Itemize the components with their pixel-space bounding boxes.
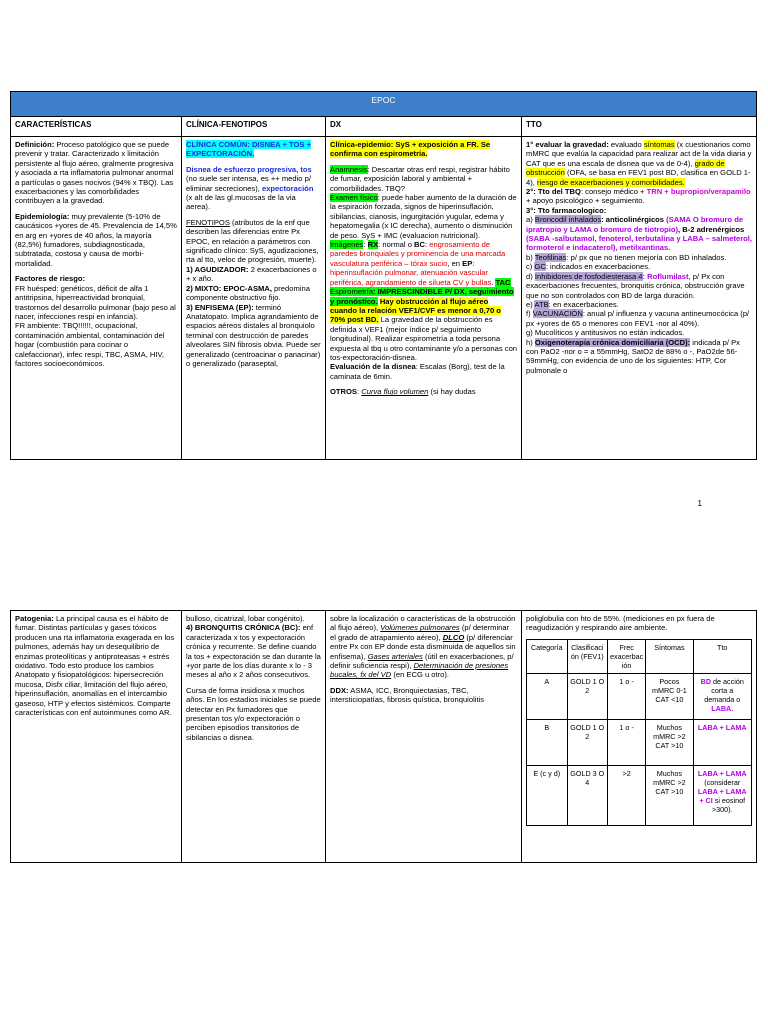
page-number: 1 (697, 499, 702, 508)
page-2 (0, 520, 768, 1024)
cell-dx: Clínica-epidemio: SyS + exposición a FR. Se confirma con espirometría. Anamnesis: Descartar otras enf respi, registrar hábito de fumar, exposición laboral y ambiental + comorbilidades. TBQ? Examen físico: puede haber aumento de la duración de la espiración forzada, signos de hiperinsuflación, sibilancias, cianosis, ingurgitación yugular, edema y hepatomegalia (x IC derecha), aumento o disminución de peso. SyS + IMC (evaluacion nutricional). Imágenes: RX: normal o BC: engrosamiento de paredes bronquiales y prominencia de una marcada vasculatura periférica – tórax sucio, en EP: hiperinsuflación pulmonar, atenuación vascular periférica, agrandamiento de silueta CV y bullas. TAC Espirometría: IMPRESCINDIBLE P/ DX, seguimiento y pronóstico. Hay obstrucción al flujo aéreo cuando la relación VEF1/CVF es menor a 0,70 o 70% post BD. La gravedad de la obstrucción es definida x VEF1 (mejor índice p/ seguimiento longitudinal). Realizar espirometría a toda persona expuesta al tbq u otro contaminante y/o a personas con tos-expectoración-disnea. Evaluación de la disnea: Escalas (Borg), test de la caminata de 6min. OTROS: Curva flujo volumen (si hay dudas (326, 137, 522, 460)
inner-header: Frec exacerbación (608, 639, 646, 673)
cell-tto: 1° evaluar la gravedad: evaluado síntomas (x cuestionarios como mMRC que evalúa la capacidad para realizar act de la vida diaria y CAT que es una escala de disnea que va de 0-4), grado de obstrucción (OFA, se basa en FEV1 post BD, clasifica en GOLD 1-4), riesgo de exacerbaciones y comorbilidades. 2°: Tto del TBQ: consejo médico + TRN + bupropion/verapamilo + apoyo psicológico + seguimiento. 3°: Tto farmacologico: a) Broncodil inhalados: anticolinérgicos (SAMA O bromuro de ipratropio y LAMA o bromuro de tiotropio), B-2 adrenérgicos (SABA -salbutamol, fenoterol, terbutalina y LABA – salmeterol, formoterol e indacaterol), metilxantinas. b) Teofilinas: p/ px que no tienen mejoría con BD inhalados. c) GC: indicados en exacerbaciones. d) Inhibidores de fosfodiesterasa 4: Roflumilast, p/ Px con exacerbaciones frecuentes, bronquitis crónica, obstrucción grave que no son controlados con BD de larga duración. e) ATB: en exacerbaciones. f) VACUNACIÓN: anual p/ influenza y vacuna antineumocócica (p/ px +yores de 65 o menores con FEV1 -nor al 40%). g) Mucolíticos y antitusivos no están indicados. h) Oxigenoterapia crónica domiciliaria (OCD): indicada p/ Px con PaO2 -nor o = a 55mmHg, SatO2 de 88% o -, PaO2de 56-59mmHg, con evidencia de uno de los siguientes: HTP, Cor pulmonale o (522, 137, 757, 460)
table-row: A GOLD 1 O 2 1 o - Pocos mMRC 0-1 CAT <10 BD de acción corta a demanda o LABA. (527, 673, 752, 719)
inner-header: Síntomas (646, 639, 693, 673)
cell-clinica: CLÍNICA COMÚN: DISNEA + TOS + EXPECTORACIÓN. Disnea de esfuerzo progresiva, tos (no suele ser intensa, es ++ medio p/ eliminar secreciones), expectoración (x alt de las gl.mucosas de la via aerea). FENOTIPOS (atributos de la enf que describen las diferencias entre Px EPOC, en relación a parámetros con significado clínico: SyS, agudizaciones, rta al tto, veloc de progresión, muerte). 1) AGUDIZADOR: 2 exacerbaciones o + x año. 2) MIXTO: EPOC-ASMA, predomina componente obstructivo fijo. 3) ENFISEMA (EP): terminó Anatatopato. Implica agrandamiento de espacios aéreos distales al bronquiolo terminal con destrucción de paredes alveolares SIN fibrosis obvia. Puede ser generalizado (centroacinar o panacinar) o generalizado (paraseptal, (182, 137, 326, 460)
header-clinica: CLÍNICA-FENOTIPOS (182, 117, 326, 137)
header-caracteristicas: CARACTERÍSTICAS (11, 117, 182, 137)
epoc-table-continued (10, 610, 757, 863)
table-row: B GOLD 1 O 2 1 o - Muchos mMRC >2 CAT >10 LABA + LAMA (527, 719, 752, 765)
cell-tto-cont: poliglobulia con hto de 55%. (mediciones en px fuera de reagudización y respirando aire ambiente. Categoría Clasificación (FEV1) Frec exacerbación Síntomas Tto A GOLD 1 O 2 1 o - Pocos mMRC 0-1 CAT <10 BD de acción corta a demanda o LABA. B GOLD 1 O 2 1 o - Muchos mMRC >2 CAT >10 LABA + LAMA E (c y d) GOLD 3 O 4 >2 Muchos mMRC >2 CAT >10 LABA + LAMA (considerar LABA + LAMA + CI si eosinof >300). (522, 611, 757, 863)
inner-header: Tto (693, 639, 752, 673)
cell-clinica-cont: bulloso, cicatrizal, lobar congénito). 4) BRONQUITIS CRÓNICA (BC): enf caracterizada x tos y expectoración crónica y recurrente. Se define cuando la tos + expectoración se dan durante la +yor parte de los días durante x lo - 3 meses al año x 2 años consecutivos. Cursa de forma insidiosa x muchos años. En los estadios iniciales se puede detectar en Px fumadores que presentan tos y/o expectoración o perciben episodios transitorios de sibilancias o disnea. (182, 611, 326, 863)
cell-dx-cont: sobre la localización o características de la obstrucción al flujo aéreo), Volúmenes pulmonares (p/ determinar el grado de atrapamiento aéreo), DLCO (p/ diferenciar entre Px con EP donde esta disminuida de aquellos sin enfisema), Gases arteriales (útil en exacerbaciones, p/ definir suficiencia respi), Determinación de presiones bucales, fx del VD (en ECG u otro). DDX: ASMA, ICC, Bronquiectasias, TBC, intersticiopatías, fibrosis quística, bronquiolitis (326, 611, 522, 863)
inner-header: Clasificación (FEV1) (567, 639, 608, 673)
epoc-table (10, 91, 757, 460)
header-tto: TTO (522, 117, 757, 137)
gold-classification-table (526, 639, 752, 826)
header-dx: DX (326, 117, 522, 137)
table-row: E (c y d) GOLD 3 O 4 >2 Muchos mMRC >2 CAT >10 LABA + LAMA (considerar LABA + LAMA + CI si eosinof >300). (527, 765, 752, 825)
cell-caracteristicas: Definición: Proceso patológico que se puede prevenir y tratar. Caracterizado x limitación persistente al flujo aéreo, gralmente progresiva y asociada a rta inflamatoria pulmonar anormal a partículas o gases nocivos (94% x TBQ). Las exacerbaciones y las comorbilidades contribuyen a la gravedad. Epidemiología: muy prevalente (5-10% de caucásicos +yores de 45. Prevalencia de 14,5% en arg en +yores de 40 años, la mayoría (82,5%) fumadores, subdiagnosticada, subtratada, costosa y causa de morbi-mortalidad. Factores de riesgo: FR huésped: genéticos, déficit de alfa 1 antitripsina, hiperreactividad bronquial, trastornos del desarrollo pulmonar (bajo peso al nacer, infecciones respi en infancia). FR ambiente: TBQ!!!!!!, ocupacional, contaminación ambiental, contaminación del hogar (combustión para cocinar o calefaccionar), infec respi, TBC, ASMA, HIV, factores socioeconómicos. (11, 137, 182, 460)
inner-header: Categoría (527, 639, 568, 673)
cell-patogenia: Patogenia: La principal causa es el hábito de fumar. Distintas partículas y gases tóxicos producen una rta inflamatoria exagerada en los pulmones, además hay un desequilibrio de enzimas proteolíticas y antiproteasas + estrés oxidativo. Todo esto produce los cambios Anatopato y fisiopatológicos: hipersecreción mucosa, Disfx ciliar, limitación del flujo aéreo, hiperinsuflación, anomalías en el intercambio gaseoso, HTP y efectos sistémicos. Comparte características con enf autoinmunes como AR. (11, 611, 182, 863)
table-title: EPOC (11, 92, 757, 117)
